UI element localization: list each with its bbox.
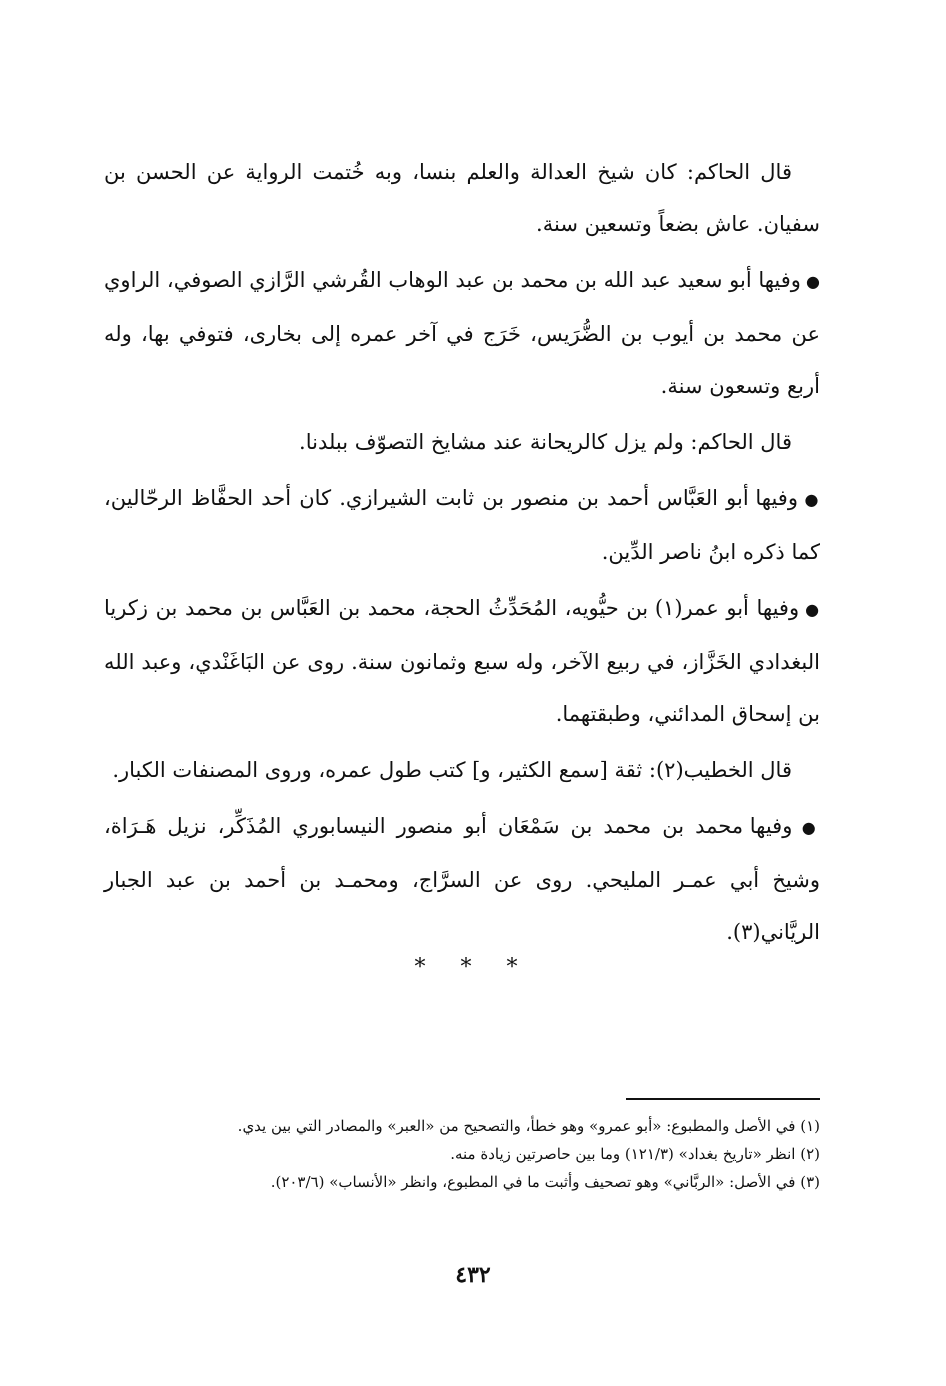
footnote-3: (٣) في الأصل: «الربَّاني» وهو تصحيف وأثبت ما في المطبوع، وانظر «الأنساب» (٢٠٣/٦).: [270, 1173, 820, 1191]
paragraph-entry-abu-said: ● وفيها أبو سعيد عبد الله بن محمد بن عبد الوهاب القُرشي الرَّازي الصوفي، الراوي عن محمد بن أيوب بن الضُّرَيس، خَرَج في آخر عمره إلى بخارى، فتوفي بها، وله أربع وتسعون سنة.: [104, 254, 820, 412]
paragraph-khatib-quote: قال الخطيب(٢): ثقة [سمع الكثير، و] كتب طول عمره، وروى المصنفات الكبار.: [112, 758, 792, 782]
paragraph-entry-abu-abbas: ● وفيها أبو العَبَّاس أحمد بن منصور بن ثابت الشيرازي. كان أحد الحفَّاظ الرحّالين، كما ذكره ابنُ ناصر الدِّين.: [104, 472, 820, 578]
footnote-1: (١) في الأصل والمطبوع: «أبو عمرو» وهو خطأ، والتصحيح من «العبر» والمصادر التي بين يدي.: [237, 1117, 820, 1135]
paragraph-hakim-quote-1: قال الحاكم: كان شيخ العدالة والعلم بنسا، وبه خُتمت الرواية عن الحسن بن سفيان. عاش بضعاً وتسعين سنة.: [104, 160, 820, 236]
footnotes: [104, 1112, 820, 1196]
section-separator: * * *: [414, 955, 532, 980]
paragraph-entry-samaan: ● وفيها محمد بن محمد بن سَمْعَان أبو منصور النيسابوري المُذَكِّر، نزيل هَـرَاة، وشيخ أبي عمـر المليحي. روى عن السرَّاج، ومحمـد بن أحمد بن عبد الجبار الريَّاني(٣).: [104, 800, 820, 958]
footnote-rule: [626, 1098, 820, 1100]
main-text: [104, 146, 820, 962]
paragraph-entry-abu-umar: ● وفيها أبو عمر(١) بن حيُّويه، المُحَدِّثُ الحجة، محمد بن العَبَّاس بن محمد بن زكريا البغدادي الخَزَّاز، في ربيع الآخر، وله سبع وثمانون سنة. روى عن البَاغَنْدي، وعبد الله بن إسحاق المدائني، وطبقتهما.: [104, 582, 820, 740]
page-number: ٤٣٢: [455, 1262, 491, 1288]
footnote-2: (٢) انظر «تاريخ بغداد» (١٢١/٣) وما بين حاصرتين زيادة منه.: [450, 1145, 820, 1163]
paragraph-hakim-quote-2: قال الحاكم: ولم يزل كالريحانة عند مشايخ التصوّف ببلدنا.: [299, 430, 792, 454]
